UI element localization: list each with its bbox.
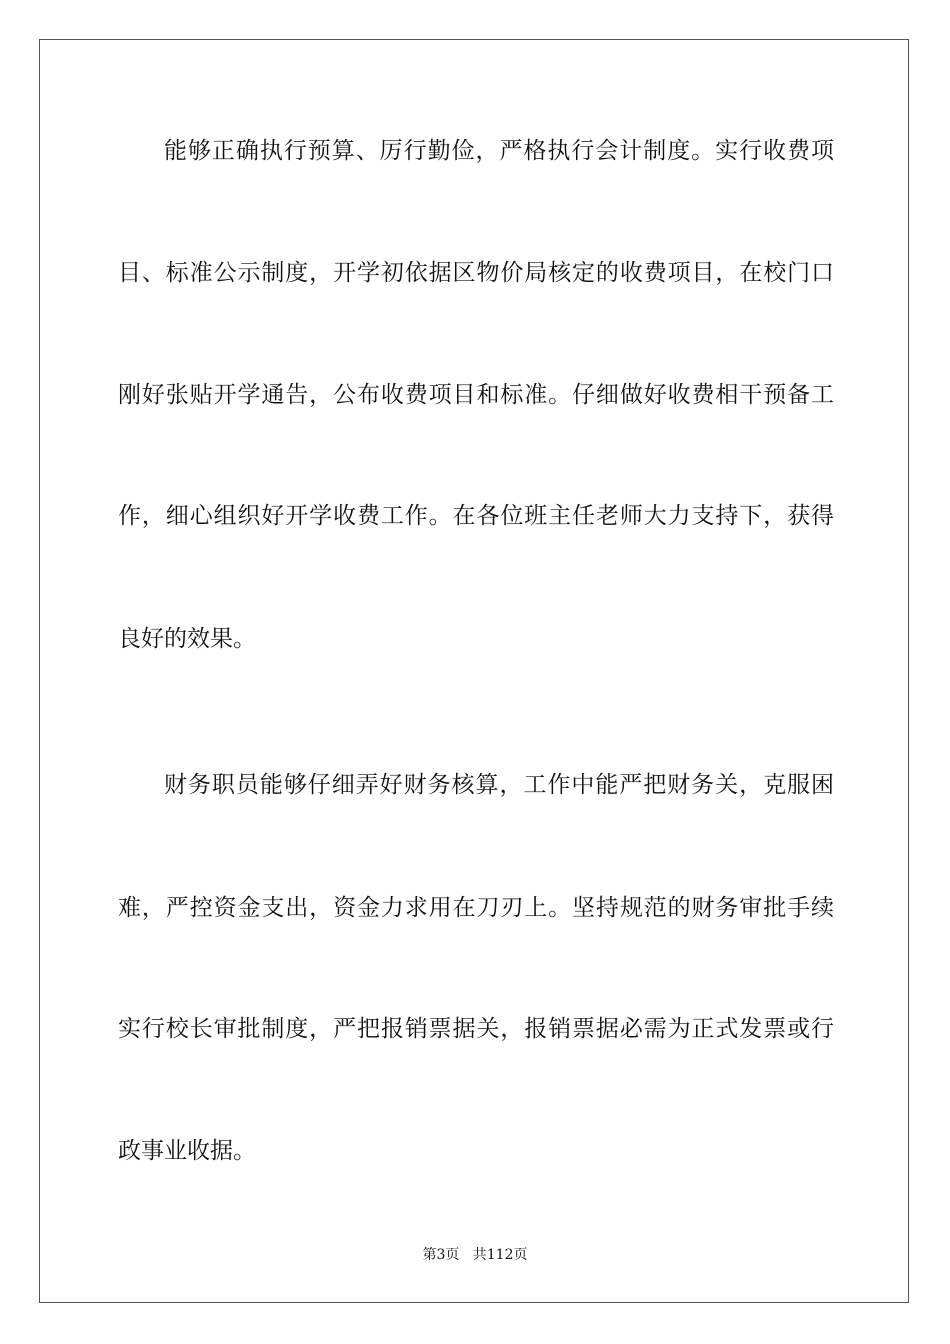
paragraph-2-line-2: 难，严控资金支出，资金力求用在刀刃上。坚持规范的财务审批手续 [118, 895, 834, 921]
total-pages: 共112页 [472, 1247, 528, 1263]
paragraph-2-line-4: 政事业收据。 [118, 1138, 256, 1164]
paragraph-2-line-1: 财务职员能够仔细弄好财务核算，工作中能严把财务关，克服困 [164, 772, 834, 798]
page-number: 第3页 [422, 1247, 460, 1263]
page-border [39, 39, 909, 1303]
paragraph-1-line-4: 作，细心组织好开学收费工作。在各位班主任老师大力支持下，获得 [118, 503, 834, 529]
paragraph-1-line-1: 能够正确执行预算、厉行勤俭，严格执行会计制度。实行收费项 [164, 138, 834, 164]
paragraph-1-line-3: 刚好张贴开学通告，公布收费项目和标准。仔细做好收费相干预备工 [118, 382, 834, 408]
paragraph-2-line-3: 实行校长审批制度，严把报销票据关，报销票据必需为正式发票或行 [118, 1016, 834, 1042]
page-footer [0, 1246, 950, 1264]
paragraph-1-line-5: 良好的效果。 [118, 626, 256, 652]
paragraph-1-line-2: 目、标准公示制度，开学初依据区物价局核定的收费项目，在校门口 [118, 260, 834, 286]
